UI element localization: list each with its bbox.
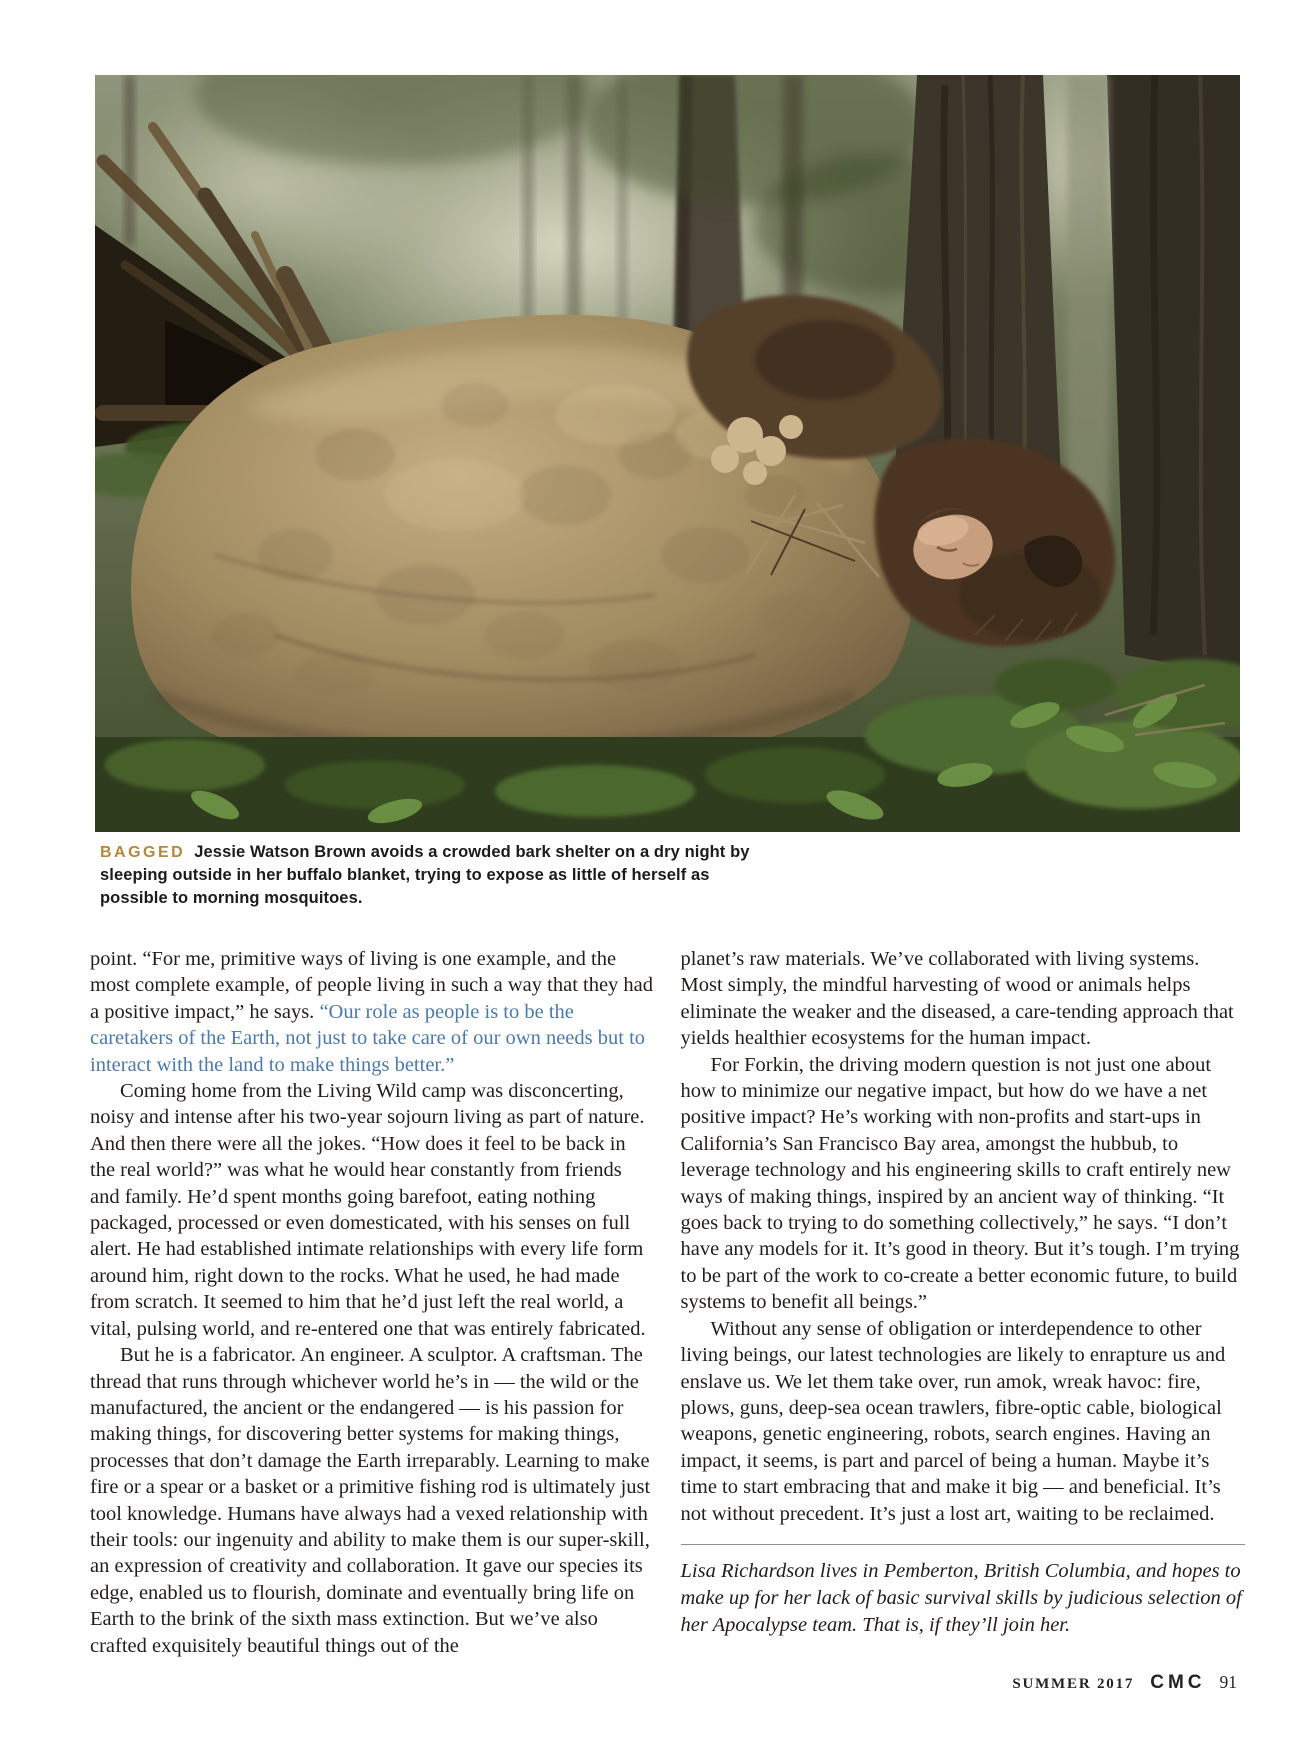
- caption-text: Jessie Watson Brown avoids a crowded bark shelter on a dry night by sleeping outside in her buffalo blanket, trying to expose as little of herself as possible to morning mosquitoes.: [100, 843, 750, 907]
- paragraph: For Forkin, the driving modern question is not just one about how to minimize our negative impact, but how do we have a net positive impact? He’s working with non-profits and start-ups in California’s San Francisco Bay area, amongst the hubbub, to leverage technology and his engineering skills to craft entirely new ways of making things, inspired by an ancient way of thinking. “It goes back to trying to do something collectively,” he says. “I don’t have any models for it. It’s good in theory. But it’s tough. I’m trying to be part of the work to co-create a better economic future, to build systems to benefit all beings.”: [680, 1053, 1240, 1314]
- page-footer: [1012, 1672, 1237, 1694]
- article-photo: [95, 75, 1240, 832]
- paragraph: Without any sense of obligation or interdependence to other living beings, our latest technologies are likely to enrapture us and enslave us. We let them take over, run amok, wreak havoc: fire, plows, guns, deep-sea ocean trawlers, fibre-optic cable, biological weapons, genetic engineering, robots, search engines. Having an impact, it seems, is part and parcel of being a human. Maybe it’s time to start embracing that and make it big — and beneficial. It’s not without precedent. It’s just a lost art, waiting to be reclaimed.: [680, 1317, 1226, 1525]
- right-column: [681, 946, 1246, 1659]
- caption-kicker: BAGGED: [100, 844, 186, 861]
- paragraph: [90, 946, 655, 1078]
- paragraph: planet’s raw materials. We’ve collaborated with living systems. Most simply, the mindful harvesting of wood or animals helps eliminate the weaker and the diseased, a care-tending approach that yields healthier ecosystems for the human impact.: [680, 948, 1234, 1050]
- bio-divider: [681, 1544, 1246, 1545]
- paragraph: Coming home from the Living Wild camp was disconcerting, noisy and intense after his two-year sojourn living as part of nature. And then there were all the jokes. “How does it feel to be back in the real world?” was what he would hear constantly from friends and family. He’d spent months going barefoot, eating nothing packaged, processed or even domesticated, with his senses on full alert. He had established intimate relationships with every life form around him, right down to the rocks. What he used, he had made from scratch. It seemed to him that he’d just left the real world, a vital, pulsing world, and re-entered one that was entirely fabricated.: [90, 1080, 646, 1340]
- photo-caption: [100, 841, 780, 910]
- magazine-logo: CMC: [1150, 1672, 1206, 1693]
- left-column: [90, 946, 655, 1659]
- article-body: [90, 946, 1245, 1659]
- forest-photo-illustration: [95, 75, 1240, 832]
- issue-label: SUMMER 2017: [1012, 1676, 1135, 1692]
- highlighted-quote: “Our role as people is to be the caretakers of the Earth, not just to take care of our own needs but to interact with the land to make things better.”: [90, 1000, 646, 1076]
- page-number: 91: [1219, 1672, 1237, 1692]
- author-bio: Lisa Richardson lives in Pemberton, British Columbia, and hopes to make up for her lack of basic survival skills by judicious selection of her Apocalypse team. That is, if they’ll join her.: [680, 1559, 1242, 1636]
- paragraph: But he is a fabricator. An engineer. A sculptor. A craftsman. The thread that runs through whichever world he’s in — the wild or the manufactured, the ancient or the endangered — is his passion for making things, for discovering better systems for making things, processes that don’t damage the Earth irreparably. Learning to make fire or a spear or a basket or a primitive fishing rod is ultimately just tool knowledge. Humans have always had a vexed relationship with their tools: our ingenuity and ability to make them is our super-skill, an expression of creativity and collaboration. It gave our species its edge, enabled us to flourish, dominate and eventually bring life on Earth to the brink of the sixth mass extinction. But we’ve also crafted exquisitely beautiful things out of the: [90, 1344, 651, 1657]
- paragraph-lead: point. “For me, primitive ways of living is one example, and the most complete example, of people living in such a way that they had a positive impact,” he says.: [90, 948, 654, 1023]
